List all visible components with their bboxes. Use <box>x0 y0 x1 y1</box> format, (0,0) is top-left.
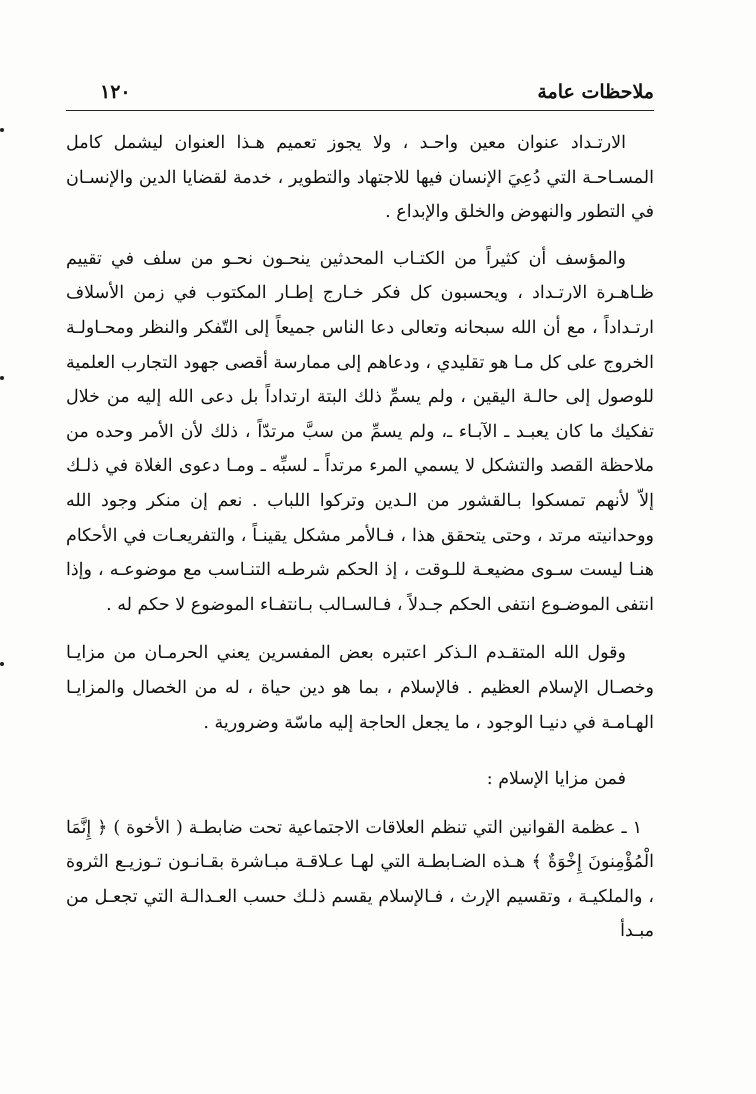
running-head-title: ملاحظات عامة <box>537 81 654 103</box>
paragraph-list-intro: فمن مزايا الإسلام : <box>486 769 626 790</box>
header-rule <box>66 110 654 111</box>
page-header <box>66 78 654 108</box>
margin-mark <box>0 662 4 666</box>
paragraph-modern-writers: والمؤسف أن كثيراً من الكتـاب المحدثين ينحـون نحـو من سلف في تقييم ظـاهـرة الارتـداد ، ويحسبون كل فكر خـارج إطـار المكتوب في زمن الأسلاف ارتـداداً ، مع أن الله سبحانه وتعالى دعا الناس جميعاً إلى التّفكر والنظر ومحـاولـة الخروج على كل مـا هو تقليدي ، ودعاهم إلى ممارسة أقصى جهود التجارب العلمية للوصول إلى حالـة اليقين ، ولم يسمِّ ذلك البتة ارتداداً بل دعى الله إليه من خلال تفكيك ما كان يعبـد ـ الآبـاء ـ، ولم يسمِّ من سبَّ مرتدّاً ، ذلك لأن الأمر وحده من ملاحظة القصد والتشكل لا يسمي المرء مرتداً ـ لسبِّه ـ ومـا دعوى الغلاة في ذلـك إلاّ لأنهم تمسكوا بـالقشور من الـدين وتركوا اللباب . نعم إن منكر وجود الله ووحدانيته مرتد ، وحتى يتحقق هذا ، فـالأمر مشكل يقينـاً ، والتفريعـات في الأحكام هنـا ليست سـوى مضيعـة للـوقت ، إذ الحكم شرطـه التنـاسب مع موضوعـه ، وإذا انتفى الموضـوع انتفى الحكم جـدلاً ، فـالسـالب بـانتفـاء الموضوع لا حكم له . <box>66 248 654 615</box>
paragraph-apostasy-definition: الارتـداد عنوان معين واحـد ، ولا يجوز تعميم هـذا العنوان ليشمل كامل المسـاحـة التي دُعِيَ الإنسان فيها للاجتهاد والتطوير ، خدمة لقضايا الدين والإنسـان في التطور والنهوض والخلق والإبداع . <box>66 133 654 223</box>
page-number: ١٢٠ <box>100 81 131 103</box>
paragraph-list-item-1: ١ ـ عظمة القوانين التي تنظم العلاقات الاجتماعية تحت ضابطـة ( الأخوة ) ﴿ إِنَّمَا الْمُؤْمِنونَ إِخْوَةٌ ﴾ هـذه الضـابطـة التي لهـا عـلاقـة مبـاشرة بقـانـون تـوزيـع الثروة ، والملكيـة ، وتقسيم الإرث ، فـالإسلام يقسم ذلـك حسب العـدالـة التي تجعـل من مبـدأ <box>66 817 654 942</box>
body-text <box>66 126 654 949</box>
margin-mark <box>0 128 4 132</box>
margin-mark <box>0 376 4 380</box>
paragraph-deprivation: وقول الله المتقـدم الـذكر اعتبره بعض المفسرين يعني الحرمـان من مزايـا وخصـال الإسلام العظيم . فالإسلام ، بما هو دين حياة ، له من الخصال والمزايـا الهـامـة في دنيـا الوجود ، ما يجعل الحاجة إليه ماسّة وضرورية . <box>66 643 654 733</box>
